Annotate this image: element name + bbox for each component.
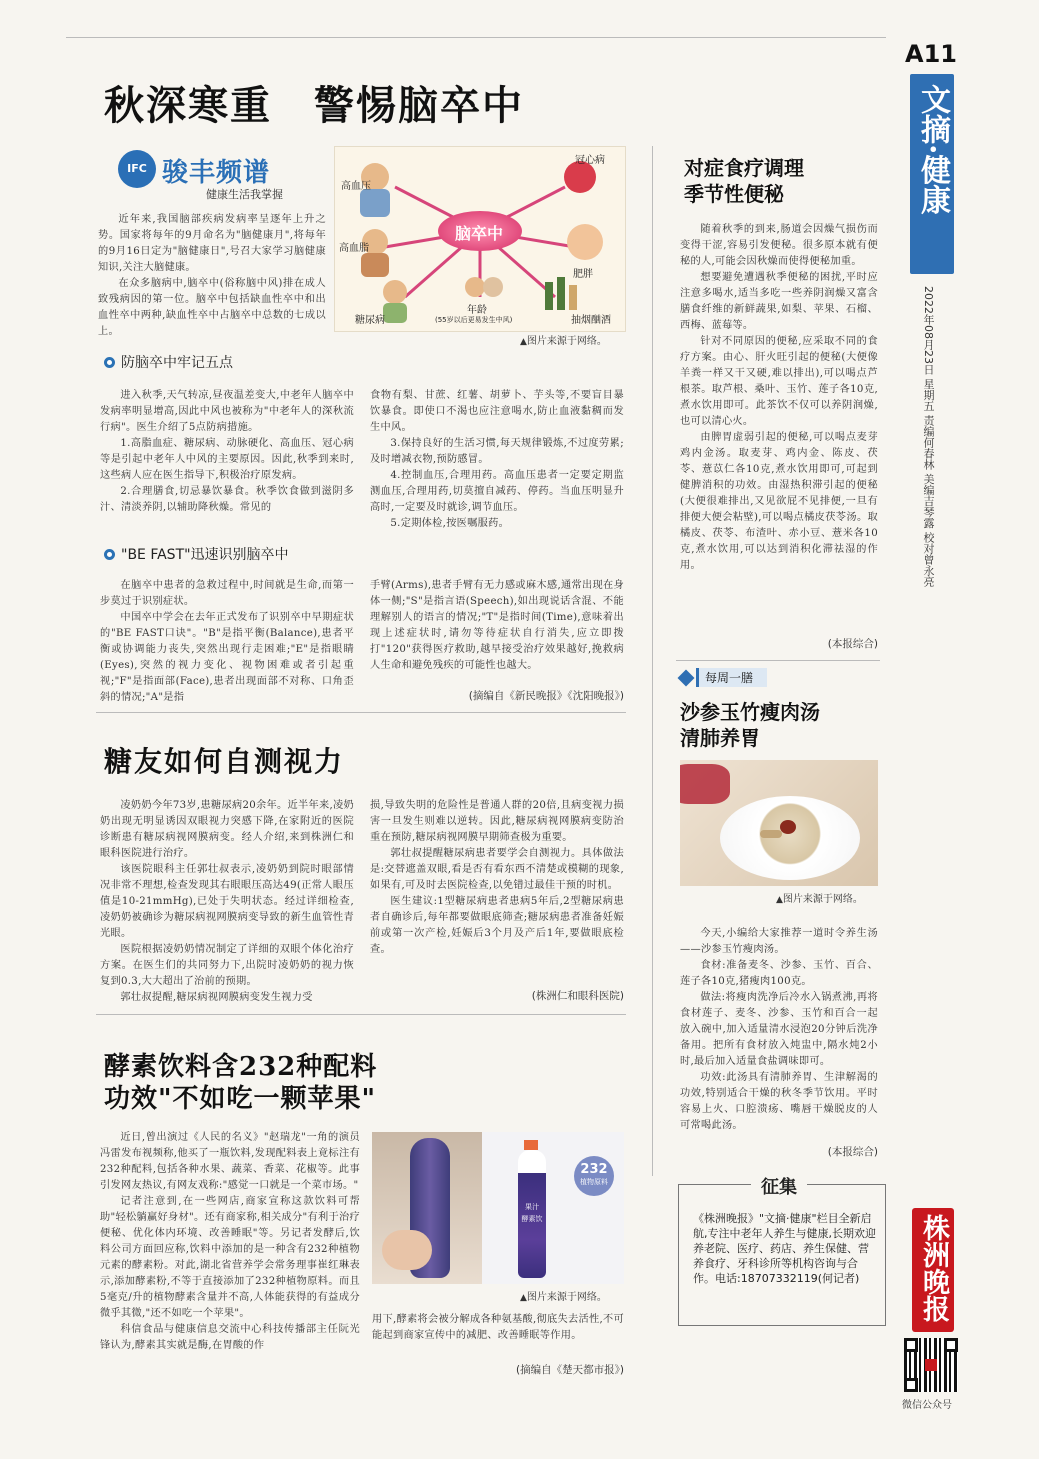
paragraph: 科信食品与健康信息交流中心科技传播部主任阮光锋认为,酵素其实就是酶,在胃酸的作 [100, 1324, 360, 1351]
label-drinking: 抽烟酗酒 [571, 315, 611, 326]
paragraph: 2.合理膳食,切忌暴饮暴食。秋季饮食做到滋阴多汁、清淡养阴,以辅助降秋燥。常见的 [100, 486, 354, 513]
article1-sec2-col2 [370, 578, 624, 674]
paragraph: 医院根据凌奶奶情况制定了详细的双眼个体化治疗方案。在医生们的共同努力下,出院时凌奶奶的视力恢复到0.3,大大超出了治前的预期。 [100, 944, 354, 987]
bottle-label-2: 酵素饮 [521, 1215, 543, 1223]
section-banner [910, 74, 954, 274]
caption-text: 图片来源于网络。 [526, 1292, 607, 1303]
label-center: 脑卒中 [455, 224, 504, 243]
brand-mark: IFC [118, 150, 156, 188]
article5-title-2: 清肺养胃 [680, 726, 760, 750]
paragraph: 食材:准备麦冬、沙参、玉竹、百合、莲子各10克,猪瘦肉100克。 [680, 960, 878, 987]
badge-232 [574, 1156, 614, 1196]
article4-source: (本报综合) [827, 638, 878, 650]
paragraph: 针对不同原因的便秘,应采取不同的食疗方案。由心、肝火旺引起的便秘(大便像羊粪一样又干又硬,难以排出),可以喝点芦根茶。取芦根、桑叶、玉竹、莲子各10克,煮水饮用即可。此茶饮不仅可以养阴润燥,也可以清心火。 [680, 336, 878, 427]
paragraph: 3.保持良好的生活习惯,每天规律锻炼,不过度劳累;及时增减衣物,预防感冒。 [370, 438, 624, 465]
label-diabetes: 糖尿病 [355, 315, 385, 326]
newspaper-logo [912, 1208, 954, 1332]
brand-name: 骏丰频谱 [162, 158, 271, 188]
notice-text: 《株洲晚报》"文摘·健康"栏目全新启航,专注中老年人养生与健康,长期欢迎养老院、医疗、药店、养生保健、营养食疗、牙科诊所等机构咨询与合作。电话:18707332119(何记者) [693, 1212, 876, 1285]
paragraph: 郭壮叔提醒,糖尿病视网膜病变发生视力受 [120, 992, 313, 1003]
paragraph: 该医院眼科主任郭壮叔表示,凌奶奶到院时眼部情况非常不理想,检查发现其右眼眼压高达49(正常人眼压值是10-21mmHg),已处于失明状态。经过详细检查,凌奶奶被确诊为糖尿病视网膜病变导致的新生血管性青光眼。 [100, 864, 354, 939]
newspaper-name: 株洲晚报 [918, 1214, 949, 1322]
paragraph: 食物有梨、甘蔗、红薯、胡萝卜、芋头等,不要盲目暴饮暴食。即使口不渴也应注意喝水,防止血液黏稠而发生中风。 [370, 390, 624, 433]
article1-sec1-col1 [100, 388, 354, 516]
stroke-illustration [334, 146, 626, 332]
badge-number: 232 [580, 1162, 608, 1177]
article3-source: (摘编自《楚天都市报》) [516, 1364, 624, 1376]
article5-source: (本报综合) [827, 1146, 878, 1158]
paragraph: 用下,酵素将会被分解成各种氨基酸,彻底失去活性,不可能起到商家宣传中的减肥、改善睡眠等作用。 [372, 1314, 624, 1341]
triangle-icon: ▲ [520, 337, 527, 347]
soup-photo [680, 760, 878, 886]
paragraph: 郭壮叔提醒糖尿病患者要学会自测视力。具体做法是:交替遮盖双眼,看是否有看东西不清楚或模糊的现象,如果有,可及时去医院检查,以免错过最佳干预的时机。 [370, 848, 624, 891]
article1-intro [98, 212, 326, 340]
paragraph: 在脑卒中患者的急救过程中,时间就是生命,而第一步莫过于识别症状。 [100, 580, 354, 607]
paragraph: 损,导致失明的危险性是普通人群的20倍,且病变视力损害一旦发生则难以逆转。因此,糖尿病视网膜病变防治重在预防,糖尿病视网膜早期筛查极为重要。 [370, 800, 624, 843]
triangle-icon: ▲ [520, 1293, 527, 1303]
caption-text: 图片来源于网络。 [782, 894, 863, 905]
article1-sec2-col1 [100, 578, 354, 706]
article3-title-1: 酵素饮料含232种配料 [104, 1052, 378, 1082]
brand-slogan: 健康生活我掌握 [206, 188, 283, 201]
notice-box [678, 1177, 886, 1326]
article3-title-2: 功效"不如吃一颗苹果" [104, 1084, 377, 1114]
article1-subhead-1 [104, 352, 233, 372]
caption-text: 图片来源于网络。 [526, 336, 607, 347]
paragraph: 进入秋季,天气转凉,昼夜温差变大,中老年人脑卒中发病率明显增高,因此中风也被称为"中老年人的深秋流行病"。医生介绍了5点防病措施。 [100, 390, 354, 433]
paragraph: 今天,小编给大家推荐一道时令养生汤——沙参玉竹瘦肉汤。 [680, 928, 878, 955]
qr-caption: 微信公众号 [902, 1400, 952, 1411]
paragraph: 想要避免遭遇秋季便秘的困扰,平时应注意多喝水,适当多吃一些养阴润燥又富含膳食纤维的新鲜蔬果,如梨、苹果、石榴、西梅、蓝莓等。 [680, 272, 878, 331]
paragraph: 记者注意到,在一些网店,商家宣称这款饮料可帮助"轻松躺赢好身材"。还有商家称,相关成分"有利于治疗便秘、优化体内环境、改善睡眠"等。另记者发酵后,饮料公司方面回应称,饮料中添加的是一种含有232种植物元素的酵素粉。对此,湖北省营养学会常务理事崔红琳表示,添加酵素粉,不等于直接添加了232种植物原料。而且5毫克/升的植物酵素含量并不高,人体能获得的有益成分微乎其微,"还不如吃一个苹果"。 [100, 1196, 360, 1319]
article1-title: 秋深寒重 警惕脑卒中 [104, 82, 524, 129]
article3-image-caption [520, 1288, 607, 1303]
label-hypertension: 高血压 [341, 181, 371, 192]
bullet-icon [104, 549, 115, 560]
label-heart: 冠心病 [575, 155, 605, 166]
article4-title-1: 对症食疗调理 [684, 156, 804, 180]
article3-col1 [100, 1130, 360, 1354]
paragraph: 凌奶奶今年73岁,患糖尿病20余年。近半年来,凌奶奶出现无明显诱因双眼视力突感下降,在家附近的医院诊断患有糖尿病视网膜病变。经人介绍,来到株洲仁和眼科医院进行治疗。 [100, 800, 354, 859]
notice-title: 征集 [751, 1173, 807, 1199]
paragraph: 做法:将瘦肉洗净后冷水入锅煮沸,再将食材莲子、麦冬、沙参、玉竹和百合一起放入碗中,加入适量清水浸泡20分钟后洗净备用。把所有食材放入炖盅中,隔水炖2小时,最后加入适量食盐调味即可。 [680, 992, 878, 1067]
subhead-text: 防脑卒中牢记五点 [121, 355, 233, 371]
article5-body [680, 926, 878, 1134]
paragraph: 手臂(Arms),患者手臂有无力感或麻木感,通常出现在身体一侧;"S"是指言语(Speech),如出现说话含混、不能理解别人的语言的情况;"T"是指时间(Time),意味着出现上述症状时,请勿等待症状自行消失,应立即拨打"120"获得医疗救助,越早接受治疗效果越好,挽救病人生命和避免残疾的可能性也越大。 [370, 580, 624, 671]
paragraph: 4.控制血压,合理用药。高血压患者一定要定期监测血压,合理用药,切莫擅自减药、停药。当血压明显升高时,一定要及时就诊,调节血压。 [370, 470, 624, 513]
triangle-icon: ▲ [776, 895, 783, 905]
weekly-tag [680, 668, 767, 687]
drink-photo [372, 1132, 624, 1284]
label-lipid: 高血脂 [339, 243, 369, 254]
label-age-note: (55岁以后更易发生中风) [435, 316, 513, 324]
bullet-icon [104, 357, 115, 368]
section-title: 文摘·健康 [915, 84, 950, 215]
article2-col2 [370, 798, 624, 958]
brand-logo [118, 150, 328, 201]
badge-text: 植物原料 [580, 1178, 608, 1186]
article4-title-2: 季节性便秘 [684, 182, 784, 206]
issue-line: 2022年08月23日 星期五 责编何春林 美编吉琴露 校对曾永亮 [922, 286, 935, 587]
tag-label: 每周一膳 [696, 668, 767, 687]
article5-title-1: 沙参玉竹瘦肉汤 [680, 700, 820, 724]
article4-body [680, 222, 878, 574]
article2-title: 糖友如何自测视力 [104, 745, 345, 778]
label-obesity: 肥胖 [573, 269, 593, 280]
bottle-label-1: 果汁 [525, 1203, 539, 1211]
photo-left [372, 1132, 482, 1284]
page-number: A11 [905, 40, 957, 68]
paragraph: 5.定期体检,按医嘱服药。 [390, 518, 510, 529]
paragraph: 随着秋季的到来,肠道会因燥气损伤而变得干涩,容易引发便秘。很多原本就有便秘的人,可能会因秋燥而使得便秘加重。 [680, 224, 878, 267]
paragraph: 医生建议:1型糖尿病患者患病5年后,2型糖尿病患者自确诊后,每年都要做眼底筛查;糖尿病患者准备妊娠前或第一次产检,妊娠后3个月及产后1年,要做眼底检查。 [370, 896, 624, 955]
photo-right [482, 1132, 624, 1284]
article1-image-caption [520, 332, 607, 347]
paragraph: 1.高脂血症、糖尿病、动脉硬化、高血压、冠心病等是引起中老年人中风的主要原因。因此,秋季到来时,这些病人应在医生指导下,积极治疗原发病。 [100, 438, 354, 481]
article2-col1 [100, 798, 354, 1006]
paragraph: 在众多脑病中,脑卒中(俗称脑中风)排在成人致残病因的第一位。脑卒中包括缺血性卒中和出血性卒中两种,缺血性卒中占脑卒中总数的七成以上。 [98, 278, 326, 337]
paragraph: 近日,曾出演过《人民的名义》"赵瑞龙"一角的演员冯雷发布视频称,他买了一瓶饮料,发现配料表上竟标注有232种配料,包括各种水果、蔬菜、香菜、花椒等。此事引发网友热议,有网友戏称:"感觉一口就是一个菜市场。" [100, 1132, 360, 1191]
article1-source: (摘编自《新民晚报》《沈阳晚报》) [468, 690, 624, 702]
label-age: 年龄 [467, 305, 487, 316]
paragraph: 由脾胃虚弱引起的便秘,可以喝点麦芽鸡内金汤。取麦芽、鸡内金、陈皮、茯苓、薏苡仁各10克,煮水饮用即可,可起到健脾消积的功效。由湿热积滞引起的便秘(大便很难排出,又见欲屁不见排便,一旦有排便大便会粘壁),可以喝点橘皮茯苓汤。取橘皮、茯苓、布渣叶、赤小豆、薏米各10克,煮水饮用,可以达到消积化滞祛湿的作用。 [680, 432, 878, 571]
article2-source: (株洲仁和眼科医院) [531, 990, 624, 1002]
paragraph: 中国卒中学会在去年正式发布了识别卒中早期症状的"BE FAST口诀"。"B"是指平衡(Balance),患者平衡或协调能力丧失,突然出现行走困难;"E"是指眼睛(Eyes),突然的视力变化、视物困难或者引起重视;"F"是指面部(Face),患者出现面部不对称、口角歪斜的情况;"A"是指 [100, 612, 354, 703]
diamond-icon [678, 669, 695, 686]
article3-col2 [372, 1312, 624, 1344]
qr-code [904, 1338, 958, 1392]
paragraph: 功效:此汤具有清肺养胃、生津解渴的功效,特别适合干燥的秋冬季节饮用。平时容易上火、口腔溃疡、嘴唇干燥脱皮的人可常喝此汤。 [680, 1072, 878, 1131]
paragraph: 近年来,我国脑部疾病发病率呈逐年上升之势。国家将每年的9月命名为"脑健康月",将每年的9月16日定为"脑健康日",号召大家学习脑健康知识,关注大脑健康。 [98, 214, 326, 273]
article1-sec1-col2 [370, 388, 624, 532]
article1-subhead-2 [104, 544, 289, 564]
subhead-text: "BE FAST"迅速识别脑卒中 [121, 547, 289, 563]
article5-image-caption [776, 890, 863, 905]
